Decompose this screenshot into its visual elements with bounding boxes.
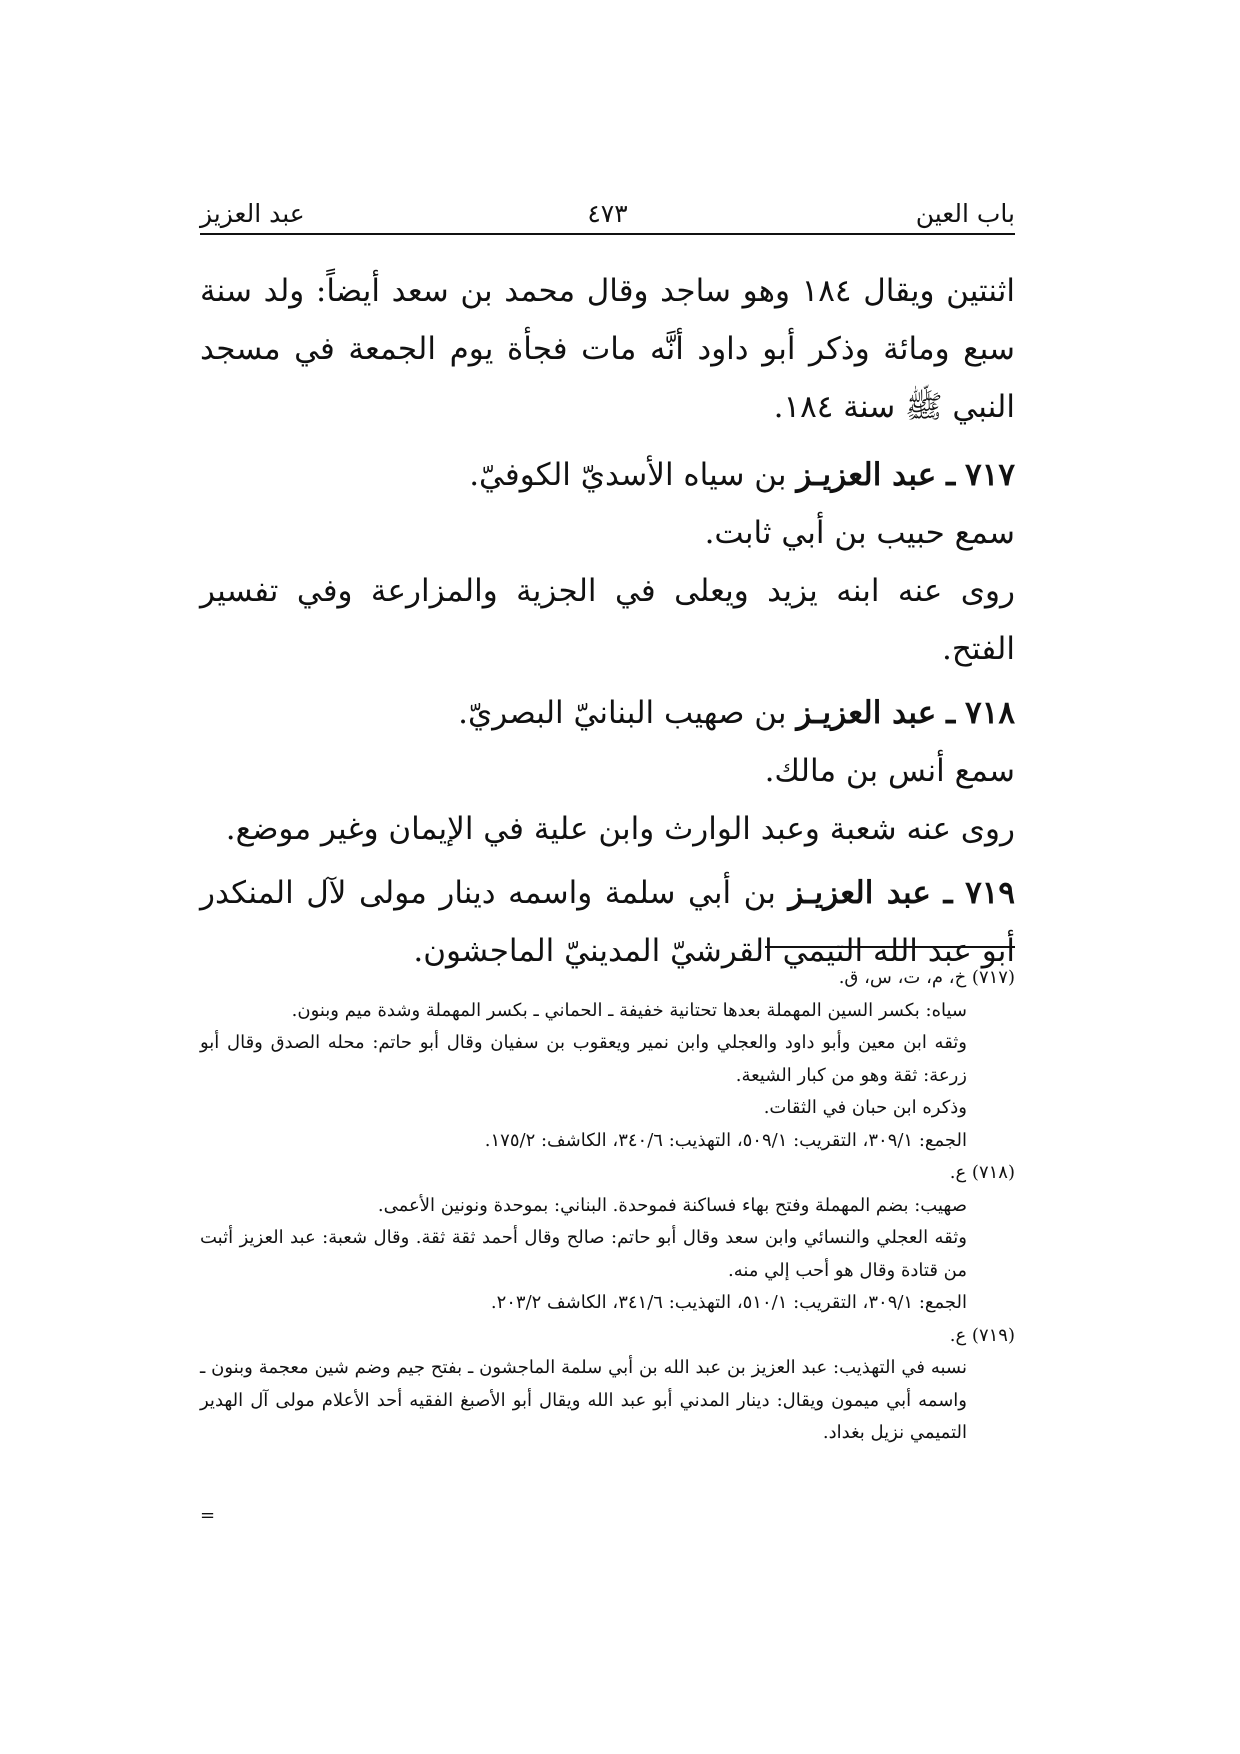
footnote-717-refs: الجمع: ٣٠٩/١، التقريب: ٥٠٩/١، التهذيب: ٣٤٠/٦، الكاشف: ١٧٥/٢. [484, 1129, 967, 1151]
footnote-717-line: وثقه ابن معين وأبو داود والعجلي وابن نمير ويعقوب بن سفيان وقال أبو حاتم: محله الصدق وقال أبو زرعة: ثقة وهو من كبار الشيعة. [200, 1032, 967, 1086]
footnote-719-head: (٧١٩) ع. [949, 1324, 1015, 1346]
header-rule [200, 233, 1015, 235]
entry-number: ٧١٧ [965, 457, 1015, 493]
entry-dash: ـ [946, 695, 956, 731]
entry-717-title [200, 446, 1015, 504]
entry-718-title [200, 684, 1015, 742]
chapter-title: باب العين [915, 199, 1015, 228]
footnote-718-head: (٧١٨) ع. [949, 1162, 1015, 1183]
entry-number: ٧١٩ [965, 875, 1016, 911]
entry-name-rest: بن أبي سلمة واسمه دينار مولى لآل المنكدر أبو عبد الله التيمي القرشيّ المدينيّ الماجشون. [200, 875, 1015, 969]
entry-717-heard: سمع حبيب بن أبي ثابت. [704, 515, 1015, 551]
entry-name-rest: بن سياه الأسديّ الكوفيّ. [469, 457, 787, 493]
entry-718-heard: سمع أنس بن مالك. [764, 753, 1015, 789]
entry-name: عبد العزيـز [796, 457, 937, 493]
entry-name-rest: بن صهيب البنانيّ البصريّ. [458, 695, 787, 731]
footnote-separator [765, 946, 1015, 948]
running-header [200, 192, 1015, 236]
page-number: ٤٧٣ [587, 199, 628, 228]
footnote-718-refs: الجمع: ٣٠٩/١، التقريب: ٥١٠/١، التهذيب: ٣٤١/٦، الكاشف ٢٠٣/٢. [490, 1292, 967, 1313]
entry-dash: ـ [943, 875, 953, 911]
entry-name: عبد العزيـز [796, 695, 937, 731]
footnote-718-line: صهيب: بضم المهملة وفتح بهاء فساكنة فموحدة. البناني: بموحدة ونونين الأعمى. [377, 1194, 967, 1216]
footnote-718-line: وثقه العجلي والنسائي وابن سعد وقال أبو حاتم: صالح وقال أحمد ثقة ثقة. وقال شعبة: عبد العزيز أثبت من قتادة وقال هو أحب إلي منه. [200, 1227, 967, 1281]
footnote-717-head: (٧١٧) خ، م، ت، س، ق. [838, 967, 1015, 988]
section-title: عبد العزيز [200, 199, 305, 228]
footnotes [200, 962, 1015, 1450]
footnote-717-line: وذكره ابن حبان في الثقات. [763, 1097, 967, 1118]
main-text [200, 262, 1015, 980]
entry-717-narrated: روى عنه ابنه يزيد ويعلى في الجزية والمزارعة وفي تفسير الفتح. [200, 573, 1015, 667]
footnote-717-line: سياه: بكسر السين المهملة بعدها تحتانية خفيفة ـ الحماني ـ بكسر المهملة وشدة ميم وبنون. [291, 999, 967, 1021]
entry-name: عبد العزيـز [788, 875, 931, 911]
continuation-paragraph: اثنتين ويقال ١٨٤ وهو ساجد وقال محمد بن سعد أيضاً: ولد سنة سبع ومائة وذكر أبو داود أنَّه مات فجأة يوم الجمعة في مسجد النبي ﷺ سنة ١٨٤. [200, 273, 1015, 425]
entry-number: ٧١٨ [965, 695, 1015, 731]
continuation-mark: = [200, 1505, 216, 1526]
entry-718-narrated: روى عنه شعبة وعبد الوارث وابن علية في الإيمان وغير موضع. [225, 811, 1015, 847]
entry-dash: ـ [946, 457, 956, 493]
footnote-719-line: نسبه في التهذيب: عبد العزيز بن عبد الله بن أبي سلمة الماجشون ـ بفتح جيم وضم شين معجمة وبنون ـ واسمه أبي ميمون ويقال: دينار المدني أبو عبد الله ويقال أبو الأصبغ الفقيه أحد الأعلام مولى آل الهدير التميمي نزيل بغداد. [200, 1357, 967, 1443]
